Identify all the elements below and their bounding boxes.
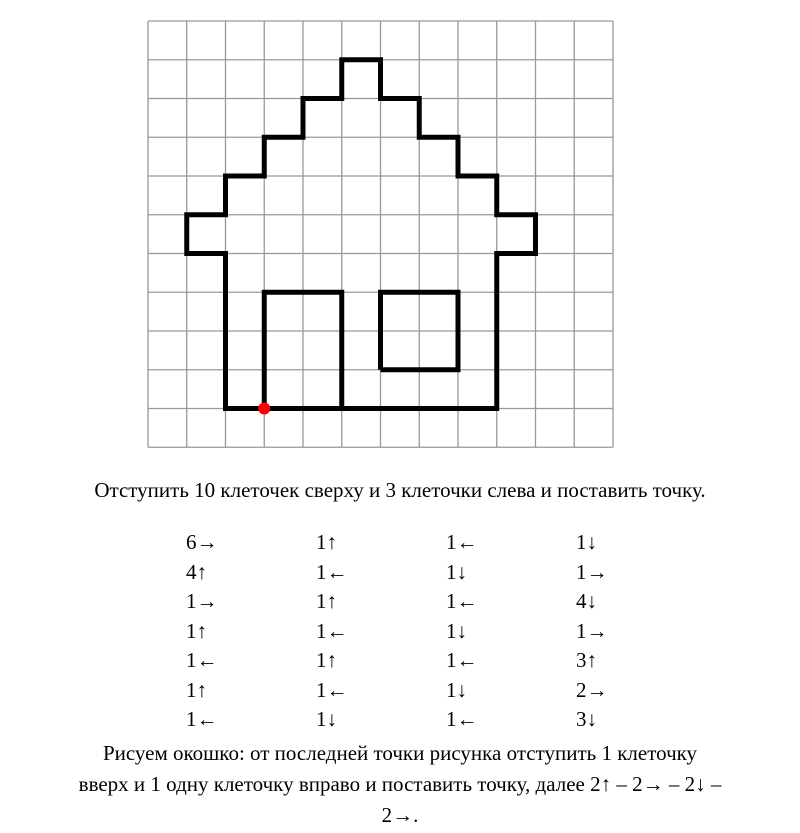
house-figure — [187, 60, 536, 409]
instruction-text: Отступить 10 клеточек сверху и 3 клеточки слева и поставить точку. — [94, 478, 706, 502]
step-cell: 1← — [316, 618, 348, 643]
step-cell: 1→ — [576, 559, 608, 584]
step-cell: 1← — [316, 559, 348, 584]
step-cell: 1← — [446, 707, 478, 731]
step-cell: 1↓ — [446, 618, 467, 643]
window-instruction-line-3: 2→. — [381, 803, 419, 827]
step-cell: 1↓ — [576, 530, 597, 554]
step-cell: 4↑ — [186, 559, 207, 584]
step-cell: 1← — [316, 677, 348, 702]
step-cell: 6→ — [186, 530, 218, 554]
drawing-grid — [146, 19, 654, 449]
step-cell: 1↑ — [186, 618, 207, 643]
step-cell: 1← — [186, 707, 218, 731]
step-cell: 1→ — [186, 589, 218, 613]
start-point-dot — [258, 403, 270, 415]
step-cell: 1← — [186, 648, 218, 672]
step-cell: 3↓ — [576, 707, 597, 731]
step-cell: 2→ — [576, 677, 608, 702]
step-cell: 1← — [446, 648, 478, 672]
window-instruction — [0, 738, 800, 831]
step-cell: 1↑ — [316, 589, 337, 613]
step-cell: 1← — [446, 589, 478, 613]
step-cell: 1↑ — [316, 530, 337, 554]
step-cell: 1← — [446, 530, 478, 554]
window-instruction-line-1: Рисуем окошко: от последней точки рисунка отступить 1 клеточку — [102, 741, 698, 765]
step-cell: 1→ — [576, 618, 608, 643]
step-cell: 1↓ — [446, 559, 467, 584]
step-table — [0, 528, 800, 738]
house-outline — [187, 60, 536, 409]
step-cell: 1↑ — [186, 677, 207, 702]
step-cell: 1↓ — [316, 707, 337, 731]
window-instruction-line-2: вверх и 1 одну клеточку вправо и поставить точку, далее 2↑ – 2→ – 2↓ – — [78, 772, 722, 796]
step-cell: 1↑ — [316, 648, 337, 672]
step-cell: 4↓ — [576, 589, 597, 613]
step-cell: 3↑ — [576, 648, 597, 672]
step-cell: 1↓ — [446, 677, 467, 702]
